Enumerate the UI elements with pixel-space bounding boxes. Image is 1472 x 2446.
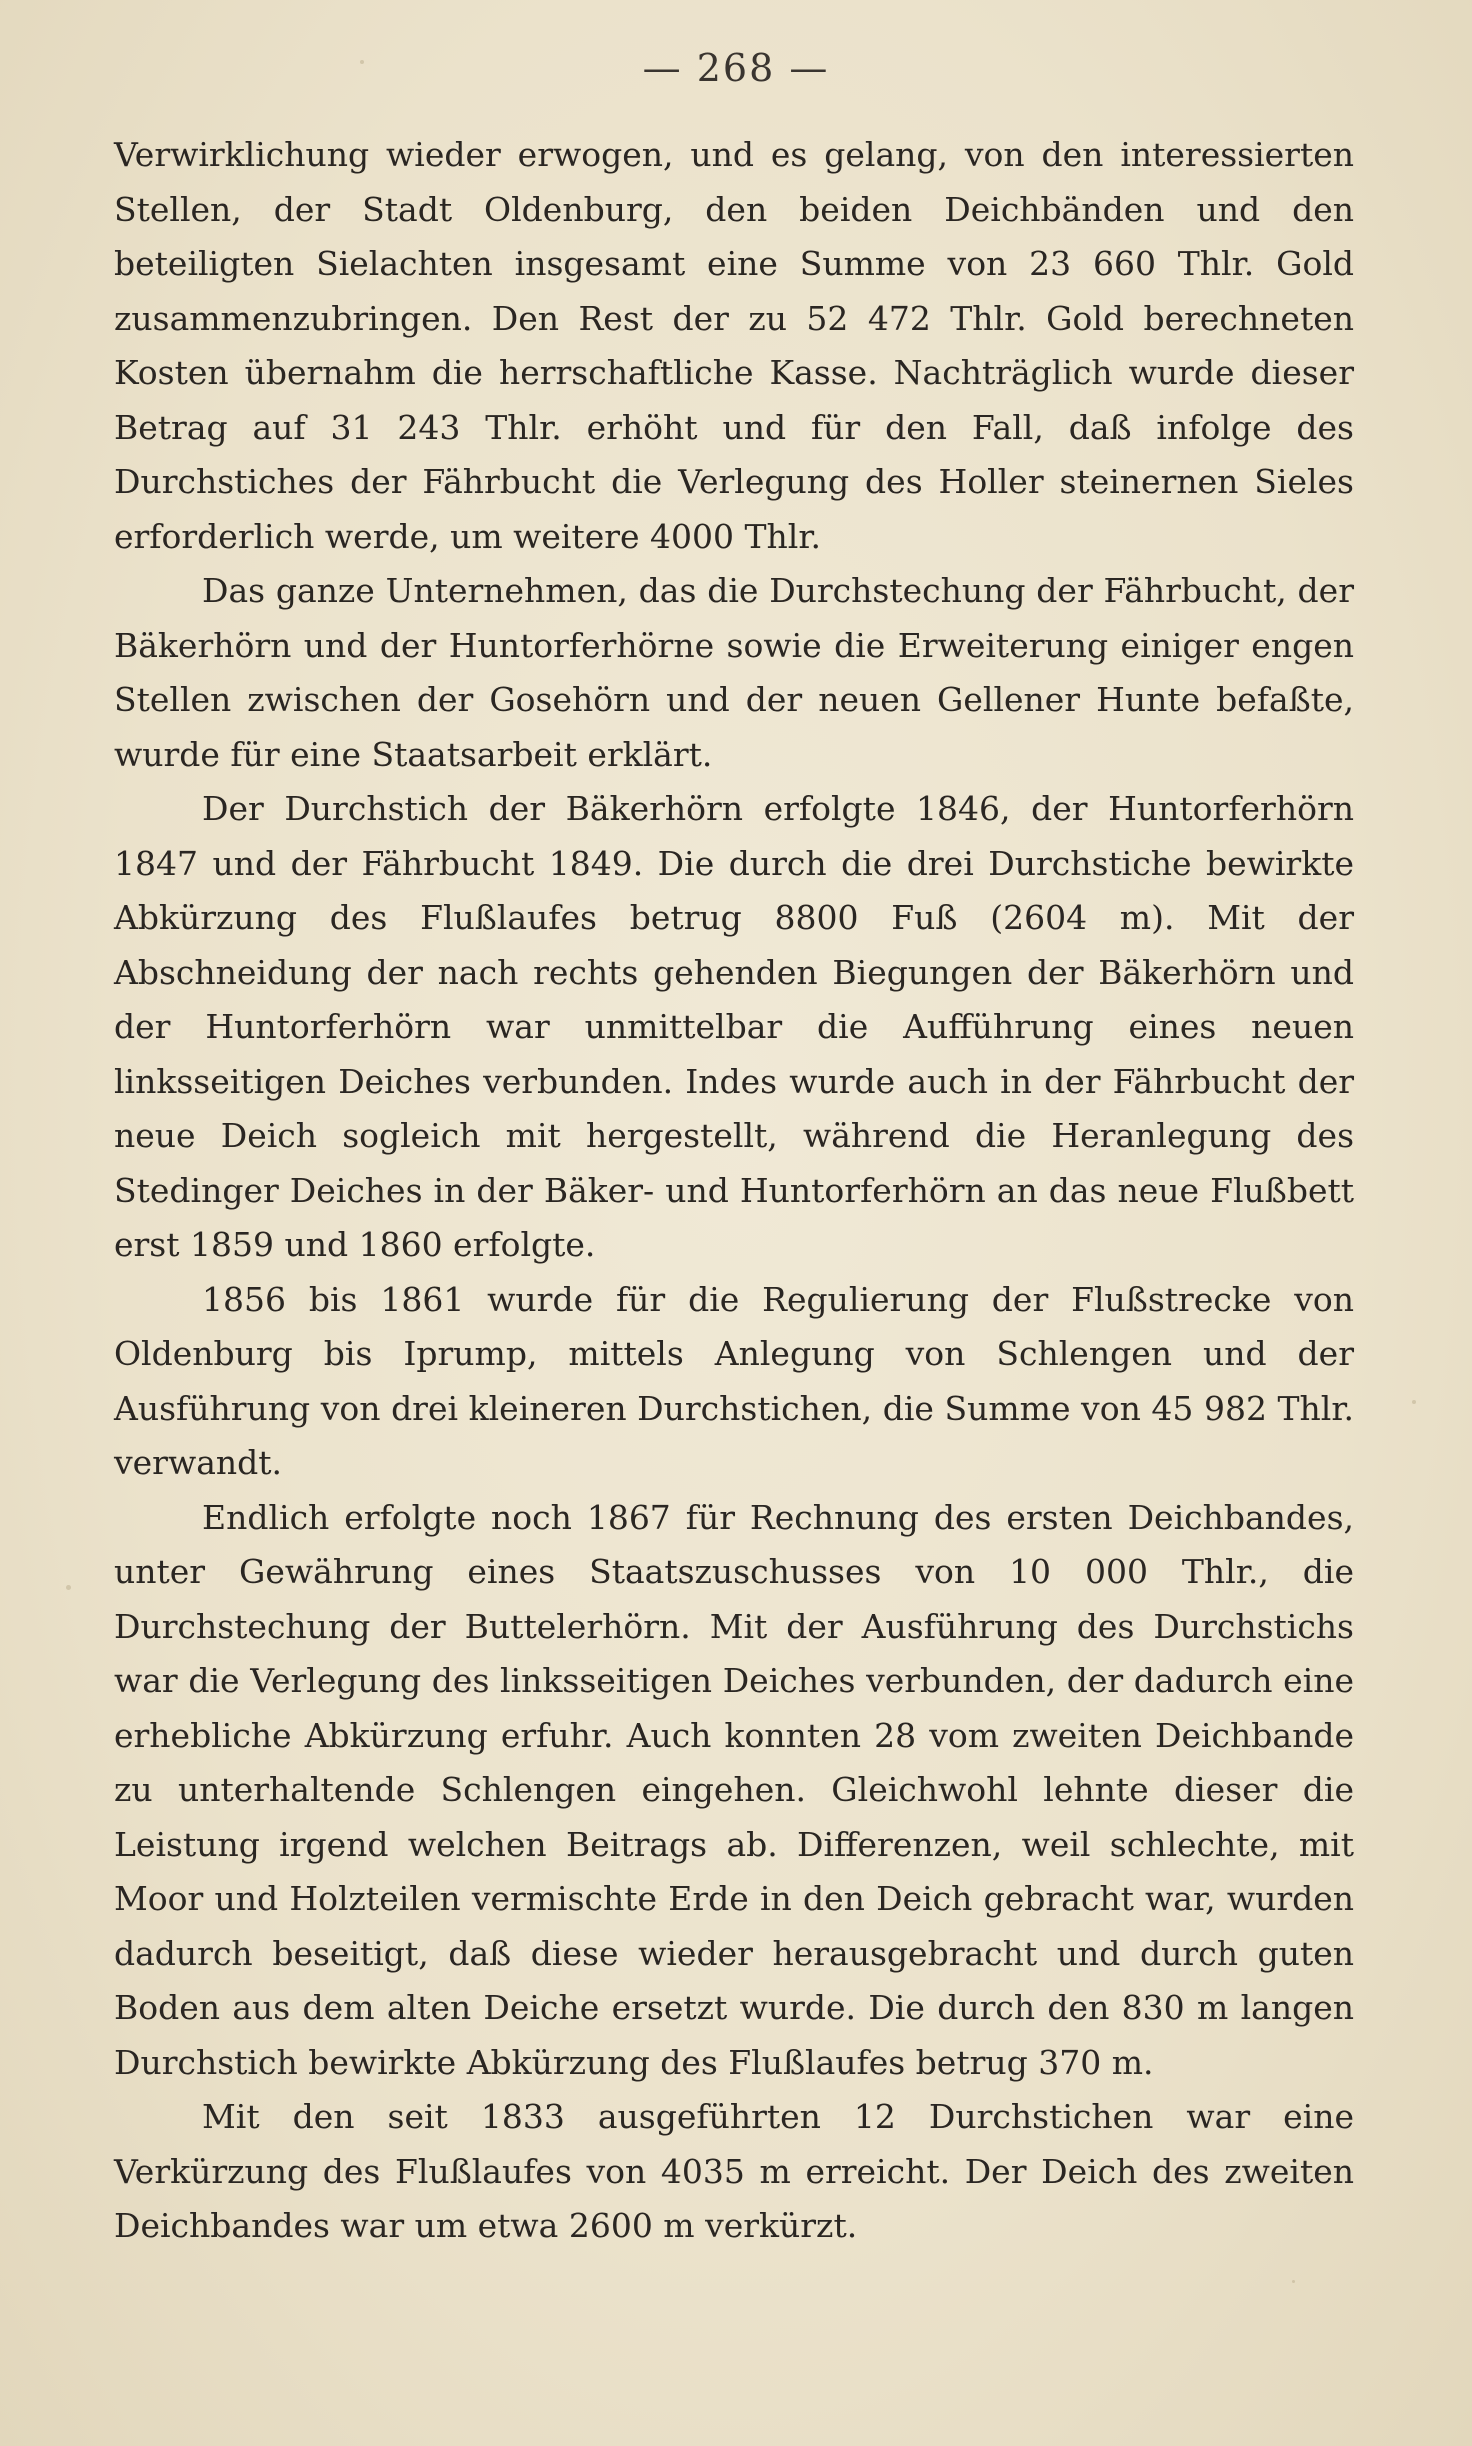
paper-speck <box>66 1585 71 1590</box>
paragraph-2: Das ganze Unternehmen, das die Durchstechung der Fährbucht, der Bäkerhörn und der Huntorferhörne sowie die Erweiterung einiger engen Stellen zwischen der Gosehörn und der neuen Gellener Hunte befaßte, wurde für eine Staatsarbeit erklärt. <box>114 571 1354 774</box>
page-number: — 268 — <box>642 46 830 90</box>
paragraph-6: Mit den seit 1833 ausgeführten 12 Durchstichen war eine Verkürzung des Flußlaufes von 4035 m erreicht. Der Deich des zweiten Deichbandes war um etwa 2600 m verkürzt. <box>114 2097 1354 2245</box>
paragraph-5: Endlich erfolgte noch 1867 für Rechnung des ersten Deichbandes, unter Gewährung eines Staatszuschusses von 10 000 Thlr., die Durchstechung der Buttelerhörn. Mit der Ausführung des Durchstichs war die Verlegung des linksseitigen Deiches verbunden, der dadurch eine erhebliche Abkürzung erfuhr. Auch konnten 28 vom zweiten Deichbande zu unterhaltende Schlengen eingehen. Gleichwohl lehnte dieser die Leistung irgend welchen Beitrags ab. Differenzen, weil schlechte, mit Moor und Holzteilen vermischte Erde in den Deich gebracht war, wurden dadurch beseitigt, daß diese wieder herausgebracht und durch guten Boden aus dem alten Deiche ersetzt wurde. Die durch den 830 m langen Durchstich bewirkte Abkürzung des Flußlaufes betrug 370 m. <box>114 1497 1354 2082</box>
paper-speck <box>1292 2280 1295 2283</box>
paper-speck <box>360 60 364 64</box>
paragraph-1: Verwirklichung wieder erwogen, und es gelang, von den interessierten Stellen, der Stadt Oldenburg, den beiden Deichbänden und den beteiligten Sielachten insgesamt eine Summe von 23 660 Thlr. Gold zusammenzubringen. Den Rest der zu 52 472 Thlr. Gold berechneten Kosten übernahm die herrschaftliche Kasse. Nachträglich wurde dieser Betrag auf 31 243 Thlr. erhöht und für den Fall, daß infolge des Durchstiches der Fährbucht die Verlegung des Holler steinernen Sieles erforderlich werde, um weitere 4000 Thlr. <box>114 135 1354 556</box>
paragraph-3: Der Durchstich der Bäkerhörn erfolgte 1846, der Huntorferhörn 1847 und der Fährbucht 1849. Die durch die drei Durchstiche bewirkte Abkürzung des Flußlaufes betrug 8800 Fuß (2604 m). Mit der Abschneidung der nach rechts gehenden Biegungen der Bäkerhörn und der Huntorferhörn war unmittelbar die Aufführung eines neuen linksseitigen Deiches verbunden. Indes wurde auch in der Fährbucht der neue Deich sogleich mit hergestellt, während die Heranlegung des Stedinger Deiches in der Bäker- und Huntorferhörn an das neue Flußbett erst 1859 und 1860 erfolgte. <box>114 789 1354 1264</box>
paragraph-4: 1856 bis 1861 wurde für die Regulierung der Flußstrecke von Oldenburg bis Iprump, mittels Anlegung von Schlengen und der Ausführung von drei kleineren Durchstichen, die Summe von 45 982 Thlr. verwandt. <box>114 1279 1354 1482</box>
text-body <box>114 128 1354 2254</box>
paper-speck <box>1412 1400 1416 1404</box>
